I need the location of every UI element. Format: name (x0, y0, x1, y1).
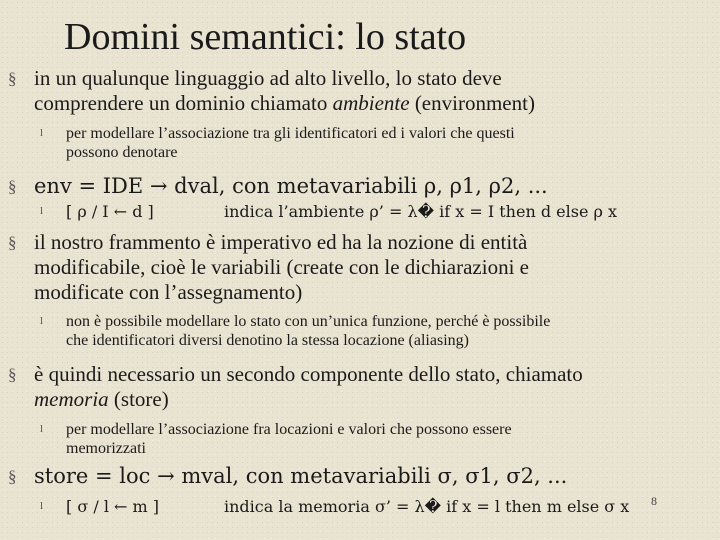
bullet-text-line: il nostro frammento è imperativo ed ha la nozione di entità (34, 230, 528, 254)
bullet-text-line: store = loc → mval, con metavariabili σ, σ1, σ2, ... (34, 464, 568, 488)
page-number: 8 (651, 494, 657, 508)
sub-bullet-marker: l (40, 315, 44, 327)
env-update-description: indica l’ambiente ρ’ = λ� if x = I then d else ρ x (224, 202, 618, 221)
bullet-text-line: modificate con l’assegnamento) (34, 280, 303, 304)
slide-title: Domini semantici: lo stato (64, 16, 467, 58)
sub-bullet-marker: l (40, 423, 44, 435)
bullet-text-line: è quindi necessario un secondo componente dello stato, chiamato (34, 362, 583, 386)
sub-bullet-marker: l (40, 500, 44, 512)
store-update-description: indica la memoria σ’ = λ� if x = l then m else σ x (224, 497, 630, 516)
bullet-marker: § (8, 365, 17, 384)
sub-bullet-marker: l (40, 127, 44, 139)
store-update-notation: [ σ / l ← m ] (66, 497, 160, 516)
bullet-text-line: in un qualunque linguaggio ad alto livello, lo stato deve (34, 66, 502, 90)
sub-bullet-text-line: memorizzati (66, 440, 146, 457)
bullet-marker: § (8, 233, 17, 252)
bullet-text-line: comprendere un dominio chiamato (34, 91, 333, 115)
sub-bullet-text-line: possono denotare (66, 144, 178, 161)
term-memoria: memoria (34, 387, 109, 411)
sub-bullet-text-line: non è possibile modellare lo stato con un’unica funzione, perché è possibile (66, 313, 551, 330)
sub-bullet-marker: l (40, 205, 44, 217)
bullet-text-line: env = IDE → dval, con metavariabili ρ, ρ1, ρ2, ... (34, 174, 548, 198)
term-ambiente: ambiente (332, 91, 410, 115)
env-update-notation: [ ρ / I ← d ] (66, 202, 154, 221)
bullet-text-line: modificabile, cioè le variabili (create con le dichiarazioni e (34, 255, 529, 279)
bullet-marker: § (8, 69, 17, 88)
bullet-marker: § (8, 177, 17, 196)
bullet-marker: § (8, 467, 17, 486)
bullet-text-line: (store) (108, 387, 169, 411)
bullet-text-line: (environment) (409, 91, 535, 115)
sub-bullet-text-line: per modellare l’associazione tra gli identificatori ed i valori che questi (66, 125, 515, 142)
sub-bullet-text-line: per modellare l’associazione fra locazioni e valori che possono essere (66, 421, 512, 438)
sub-bullet-text-line: che identificatori diversi denotino la stessa locazione (aliasing) (66, 332, 469, 349)
